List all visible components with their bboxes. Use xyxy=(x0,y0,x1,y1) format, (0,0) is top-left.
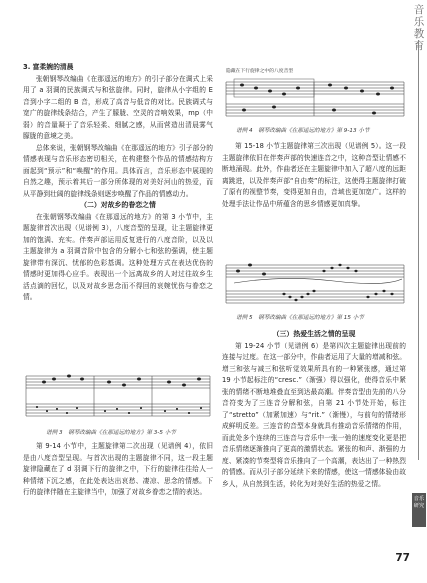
left-column-lower xyxy=(23,441,213,499)
caption-example-4: 谱例 4 钢琴改编曲《在那遥远的地方》第 9-13 小节 xyxy=(236,128,370,134)
sidebar-title: 音乐教育 xyxy=(413,4,425,52)
score-example-4 xyxy=(224,76,406,122)
left-column xyxy=(23,0,213,304)
sheet-music-icon xyxy=(224,257,406,309)
subheading-morning: 3. 富柔婉的清晨 xyxy=(23,63,74,71)
paragraph-theme-first: 在张朝钢琴改编曲《在那遥远的地方》的第 3 小节中，主题旋律首次出现（见谱例 3），八度音型的呈现，让主题旋律更加的饱满、充实。伴奏声部运用反复进行的八度音阶，以及以主题旋律为 a 羽调音阶中包含的分解小七和弦的强调，使主题旋律带有深沉、忧郁的色彩基调。这种处理方式在表达优伤的情感时更加得心应手。表现出一个远离故乡的人对过往故乡生活点滴的回忆，以及对故乡思念而不得回的哀婉忧伤与眷恋之情。 xyxy=(23,212,213,301)
paragraph-intro: 张朝钢琴改编曲《在那遥远的地方》的引子部分在调式上采用了 a 羽调的民族调式与和弦旋律。同时，旋律从小字组的 E 音到小字二组的 B 音，形成了高音与低音的对比。民族调式与宽广的旋律线条结合，产生了朦胧、空灵的音响效果，mp（中弱）的音量凝于了音乐轻柔、细腻之感，从而营造出清晨雾气朦胧的意境之美。 xyxy=(23,74,213,140)
sheet-music-icon xyxy=(224,76,406,122)
section-title-love-life: （三）热爱生活之情的呈现 xyxy=(272,330,356,338)
sidebar-rule xyxy=(418,40,419,460)
paragraph-theme-third: 第 15-18 小节主题旋律第三次出现（见谱例 5）。这一段主题旋律依旧在伴奏声部的快速连音之中，这种音型让情感不断地涌现。此外，作曲者还在主题旋律中加入了超八度的远距离跳进，以及伴奏声部“自由奏”的标注，这使得主题旋律打破了原有的视整节奏，变得更加自由，音域也更加宽广。这样的处理手法让作品中所蕴含的思乡情感更加真挚。 xyxy=(222,142,406,208)
caption-example-5: 谱例 5 钢琴改编曲《在那遥远的地方》第 15 小节 xyxy=(236,315,364,321)
page-number: 77 xyxy=(395,552,410,564)
right-column-upper xyxy=(222,141,406,210)
section-title-hometown: （二）对故乡的眷恋之情 xyxy=(80,201,156,209)
score-label-octave: 隐藏在下行旋律之中的八度音型 xyxy=(226,69,294,74)
score-example-5 xyxy=(224,257,406,309)
score-example-3 xyxy=(24,368,212,426)
paragraph-summary: 总体来说，张朝钢琴改编曲《在那遥远的地方》引子部分的情感表现与音乐形态密切相关，在构建整个作品的情感结构方面起到“预示”和“唤醒”的作用。具体而言，音乐形态中展现的自然之趣，预示着其后一部分所体现的对美好河山的热爱，而从平静到壮阔的旋律线条则逐步唤醒了作品的情感动力。 xyxy=(23,143,213,198)
sidebar-tab: 音乐研究 xyxy=(412,493,426,527)
caption-example-3: 谱例 3 钢琴改编曲《在那遥远的地方》第 3-5 小节 xyxy=(46,430,176,436)
paragraph-connection: 第 19-24 小节（见谱例 6）是第四次主题旋律出现前的连接与过度。在这一部分中，作曲者运用了大量的增减和弦。增三和弦与减三和弦听觉效果所具有的一种紧张感，通过第 19 小节起标注的“cresc.”（渐强）得以强化，使得音乐中紧张的情绪不断地堆叠直至到达最高潮。伴奏音型由先前的八分音符变为了三连音分解和弦，自第 21 小节处开始，标注了“stretto”（加紧加速）与“rit.”（渐慢），与前句的情绪形成鲜明反差。三连音的音型本身就具有推动音乐情绪的作用，而此处多个连续的三连音与音乐中一张一弛的速度变化更是把音乐情绪逐渐推向了更高的激情状态。紧张的和声、渐强的力度、紧凑的节奏型将音乐推向了一个高潮，表达出了一种热烈的情感。而从引子部分延续下来的情感，使这一情感体验由故乡人，从自然到生活，转化为对美好生活的热爱之情。 xyxy=(222,341,406,488)
sidebar xyxy=(411,0,427,583)
paragraph-theme-second: 第 9-14 小节中，主题旋律第二次出现（见谱例 4），依旧是由八度音型呈现。与首次出现的主题旋律不同，这一段主题旋律隐藏在了 d 羽调下行的旋律之中，下行的旋律往往给人一种情绪下沉之感，在此处表达出哀愁、凄凉、思念的情感。下行的旋律伴随在主旋律当中，加强了对故乡眷恋之情的表达。 xyxy=(23,442,213,496)
right-column-lower xyxy=(222,329,406,490)
sheet-music-icon xyxy=(24,368,212,426)
